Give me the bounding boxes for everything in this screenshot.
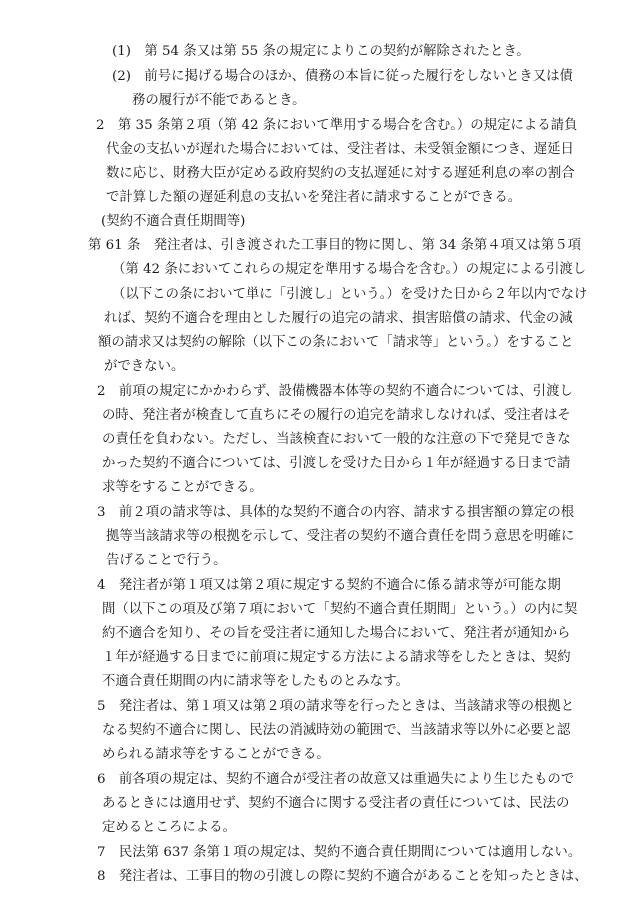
para-61-3-line-3: 告げることで行う。 xyxy=(106,553,227,568)
para-61-3-line-2: 拠等当該請求等の根拠を示して、受注者の契約不適合責任を問う意思を明確に xyxy=(106,529,575,544)
article-61-line-1: 第 61 条 発注者は、引き渡された工事目的物に関し、第 34 条第４項又は第５項 xyxy=(88,238,581,253)
para-61-5-line-3: められる請求等をすることができる。 xyxy=(102,747,330,762)
article-61-line-4: れば、契約不適合を理由とした履行の追完の請求、損害賠償の請求、代金の減 xyxy=(104,311,573,326)
para-61-3-line-1: 3 前２項の請求等は、具体的な契約不適合の内容、請求する損害額の算定の根 xyxy=(97,505,575,520)
para-61-5-line-2: なる契約不適合に関し、民法の消滅時効の範囲で、当該請求等以外に必要と認 xyxy=(102,723,571,738)
item-2-line-1: (2) 前号に掲げる場合のほか、債務の本旨に従った履行をしないとき又は債 xyxy=(112,69,573,84)
para-61-6-line-2: あるときには適用せず、契約不適合に関する受注者の責任については、民法の xyxy=(102,796,570,811)
para-61-5-line-1: 5 発注者は、第１項又は第２項の請求等を行ったときは、当該請求等の根拠と xyxy=(97,699,575,714)
para-61-4-line-5: 不適合責任期間の内に請求等をしたものとみなす。 xyxy=(102,674,409,689)
para-2-line-3: 数に応じ、財務大臣が定める政府契約の支払遅延に対する遅延利息の率の割合 xyxy=(106,166,575,181)
para-61-4-line-2: 間（以下この項及び第７項において「契約不適合責任期間」という。）の内に契 xyxy=(102,602,578,617)
para-61-2-line-4: かった契約不適合については、引渡しを受けた日から１年が経過する日まで請 xyxy=(102,456,571,471)
para-2-line-1: 2 第 35 条第２項（第 42 条において準用する場合を含む。）の規定による請負 xyxy=(96,118,578,133)
para-61-2-line-2: の時、発注者が検査して直ちにその履行の追完を請求しなければ、受注者はそ xyxy=(102,408,571,423)
article-61-heading: (契約不適合責任期間等) xyxy=(101,214,246,229)
item-1-line-1: (1) 第 54 条又は第 55 条の規定によりこの契約が解除されたとき。 xyxy=(112,44,530,59)
item-2-line-2: 務の履行が不能であるとき。 xyxy=(132,93,306,108)
para-61-8-line-1: 8 発注者は、工事目的物の引渡しの際に契約不適合があることを知ったときは、 xyxy=(97,869,588,884)
para-61-6-line-1: 6 前各項の規定は、契約不適合が受注者の故意又は重過失により生じたもので xyxy=(97,772,575,787)
para-61-7-line-1: 7 民法第 637 条第１項の規定は、契約不適合責任期間については適用しない。 xyxy=(97,845,582,860)
article-61-line-2: （第 42 条においてこれらの規定を準用する場合を含む。）の規定による引渡し xyxy=(112,262,587,277)
article-61-line-6: ができない。 xyxy=(104,359,185,374)
para-61-4-line-1: 4 発注者が第１項又は第２項に規定する契約不適合に係る請求等が可能な期 xyxy=(97,578,561,593)
article-61-line-5: 額の請求又は契約の解除（以下この条において「請求等」という。）をすること xyxy=(98,335,574,350)
para-61-2-line-5: 求等をすることができる。 xyxy=(102,480,263,495)
article-61-line-3: （以下この条において単に「引渡し」という。）を受けた日から２年以内でなけ xyxy=(112,287,588,302)
para-61-2-line-3: の責任を負わない。ただし、当該検査において一般的な注意の下で発見できな xyxy=(102,432,571,447)
para-61-6-line-3: 定めるところによる。 xyxy=(102,820,236,835)
para-2-line-4: で計算した額の遅延利息の支払いを発注者に請求することができる。 xyxy=(106,190,522,205)
para-61-4-line-3: 約不適合を知り、その旨を受注者に通知した場合において、発注者が通知から xyxy=(102,626,571,641)
para-2-line-2: 代金の支払いが遅れた場合においては、受注者は、未受領金額につき、遅延日 xyxy=(106,142,574,157)
para-61-2-line-1: 2 前項の規定にかかわらず、設備機器本体等の契約不適合については、引渡し xyxy=(97,384,573,399)
para-61-4-line-4: １年が経過する日までに前項に規定する方法による請求等をしたときは、契約 xyxy=(102,650,571,665)
